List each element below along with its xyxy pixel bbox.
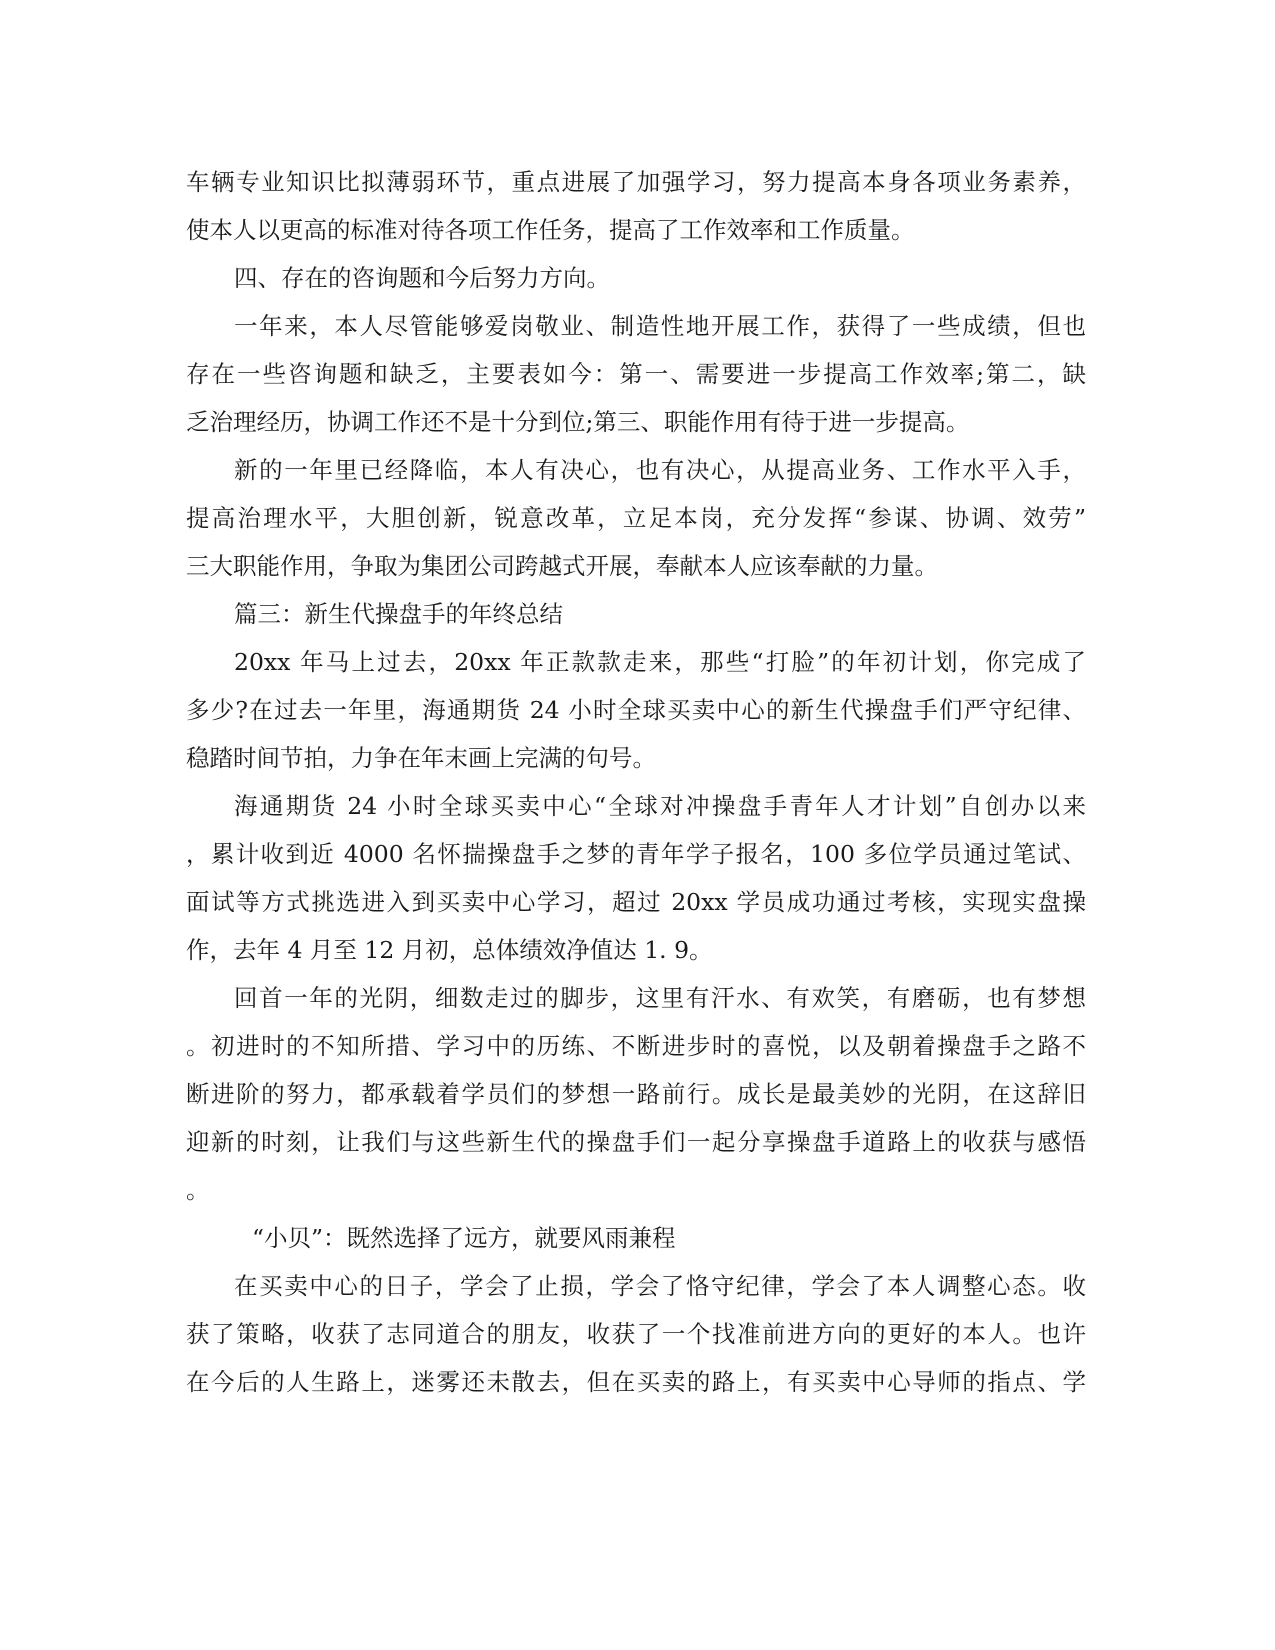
text-line: 作，去年 4 月至 12 月初，总体绩效净值达 1. 9。 [186,936,713,964]
text-line: 在今后的人生路上，迷雾还未散去，但在买卖的路上，有买卖中心导师的指点、学 [186,1368,1086,1396]
text-line: 迎新的时刻，让我们与这些新生代的操盘手们一起分享操盘手道路上的收获与感悟 [186,1128,1086,1156]
section-heading: “小贝”：既然选择了远方，就要风雨兼程 [252,1224,676,1252]
text-line: 存在一些咨询题和缺乏，主要表如今：第一、需要进一步提高工作效率;第二，缺 [186,360,1086,388]
text-line: 在买卖中心的日子，学会了止损，学会了恪守纪律，学会了本人调整心态。收 [234,1272,1086,1300]
text-line: 车辆专业知识比拟薄弱环节，重点进展了加强学习，努力提高本身各项业务素养， [186,168,1086,196]
text-line: 海通期货 24 小时全球买卖中心“全球对冲操盘手青年人才计划”自创办以来 [234,792,1086,820]
text-line: 获了策略，收获了志同道合的朋友，收获了一个找准前进方向的更好的本人。也许 [186,1320,1086,1348]
text-line: 乏治理经历，协调工作还不是十分到位;第三、职能作用有待于进一步提高。 [186,408,970,436]
section-heading: 四、存在的咨询题和今后努力方向。 [234,264,610,292]
section-heading: 篇三：新生代操盘手的年终总结 [234,600,563,628]
text-line: 。 [186,1176,210,1204]
text-line: 新的一年里已经降临，本人有决心，也有决心，从提高业务、工作水平入手， [234,456,1086,484]
text-line: 三大职能作用，争取为集团公司跨越式开展，奉献本人应该奉献的力量。 [186,552,938,580]
text-line: 20xx 年马上过去，20xx 年正款款走来，那些“打脸”的年初计划，你完成了 [234,648,1086,676]
text-line: 一年来，本人尽管能够爱岗敬业、制造性地开展工作，获得了一些成绩，但也 [234,312,1086,340]
document-body [186,158,1086,1406]
text-line: 回首一年的光阴，细数走过的脚步，这里有汗水、有欢笑，有磨砺，也有梦想 [234,984,1086,1012]
text-line: 提高治理水平，大胆创新，锐意改革，立足本岗，充分发挥“参谋、协调、效劳” [186,504,1086,532]
text-line: 稳踏时间节拍，力争在年末画上完满的句号。 [186,744,656,772]
text-line: ，累计收到近 4000 名怀揣操盘手之梦的青年学子报名，100 多位学员通过笔试、 [186,840,1086,868]
text-line: 多少?在过去一年里，海通期货 24 小时全球买卖中心的新生代操盘手们严守纪律、 [186,696,1086,724]
text-line: 。初进时的不知所措、学习中的历练、不断进步时的喜悦，以及朝着操盘手之路不 [186,1032,1086,1060]
text-line: 面试等方式挑选进入到买卖中心学习，超过 20xx 学员成功通过考核，实现实盘操 [186,888,1086,916]
text-line: 断进阶的努力，都承载着学员们的梦想一路前行。成长是最美妙的光阴，在这辞旧 [186,1080,1086,1108]
text-line: 使本人以更高的标准对待各项工作任务，提高了工作效率和工作质量。 [186,216,915,244]
